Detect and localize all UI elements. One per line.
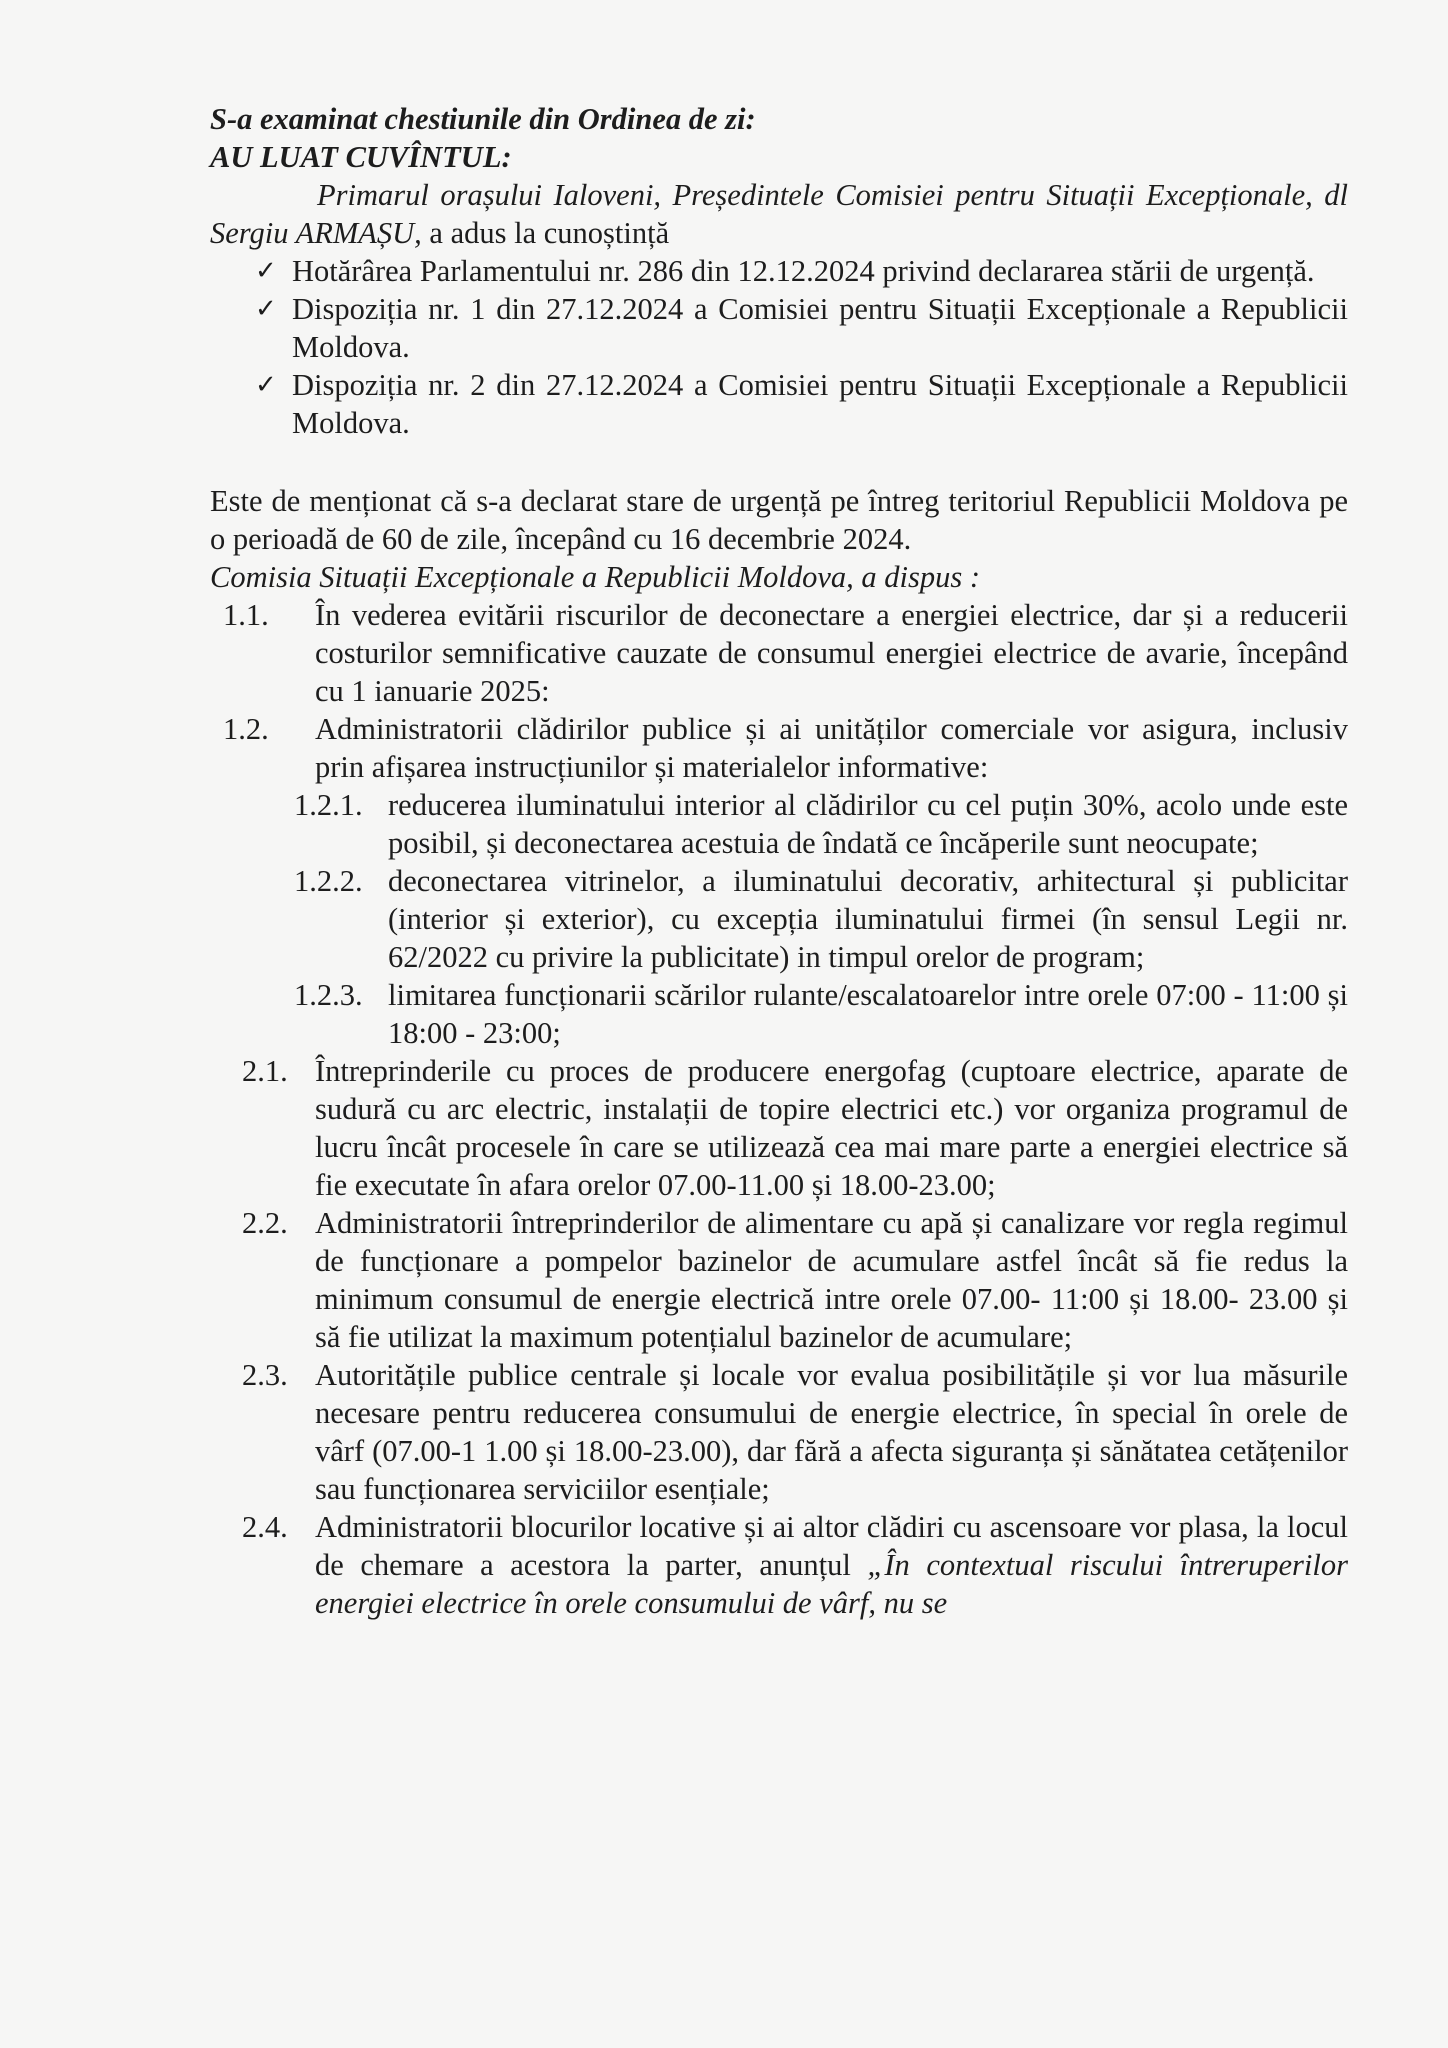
point-2-1 [210, 1052, 1348, 1204]
point-1-1 [210, 596, 1348, 710]
point-number: 2.1. [242, 1054, 288, 1088]
legal-act-item [255, 252, 1348, 290]
point-number: 1.2. [223, 712, 269, 746]
point-1-2-1 [210, 786, 1348, 862]
point-1-2-3 [210, 976, 1348, 1052]
legal-act-text: Dispoziția nr. 2 din 27.12.2024 a Comisiei pentru Situații Excepționale a Republicii Moldova. [292, 368, 1348, 440]
legal-acts-list [210, 252, 1348, 442]
commission-line: Comisia Situații Excepționale a Republicii Moldova, a dispus : [210, 560, 981, 594]
speaker-intro-rest: a adus la cunoștință [421, 216, 670, 250]
legal-act-item [255, 366, 1348, 442]
point-number: 2.3. [242, 1358, 288, 1392]
point-text: Administratorii blocurilor locative și ai altor clădiri cu ascensoare vor plasa, la locul de chemare a acestora la parter, anunțul [315, 1510, 1348, 1582]
announcement-quote: „În contextual riscului întreruperilor energiei electrice în orele consumului de vârf, nu se [315, 1548, 1348, 1620]
check-icon: ✓ [255, 294, 277, 324]
speaker-name: Primarul orașului Ialoveni, Președintele Comisiei pentru Situații Excepționale, dl Sergiu ARMAȘU, [210, 178, 1348, 250]
point-text: Administratorii clădirilor publice și ai unităților comerciale vor asigura, inclusiv prin afișarea instrucțiunilor și materialelor informative: [315, 712, 1348, 784]
point-text: Autoritățile publice centrale și locale vor evalua posibilitățile și vor lua măsurile necesare pentru reducerea consumului de energie electrice, în special în orele de vârf (07.00-1 1.00 și 18.00-23.00), dar fără a afecta siguranța și sănătatea cetățenilor sau funcționarea serviciilor esențiale; [315, 1358, 1348, 1506]
speaker-intro [210, 176, 1348, 252]
legal-act-text: Hotărârea Parlamentului nr. 286 din 12.12.2024 privind declararea stării de urgență. [292, 254, 1315, 288]
point-number: 2.4. [242, 1510, 288, 1544]
legal-act-item [255, 290, 1348, 366]
point-text: deconectarea vitrinelor, a iluminatului decorativ, arhitectural și publicitar (interior și exterior), cu excepția iluminatului firmei (în sensul Legii nr. 62/2022 cu privire la publicitate) in timpul orelor de program; [388, 864, 1348, 974]
point-text: Administratorii întreprinderilor de alimentare cu apă și canalizare vor regla regimul de funcționare a pompelor bazinelor de acumulare astfel încât să fie redus la minimum consumul de energie electrică intre orele 07.00- 11:00 și 18.00- 23.00 și să fie utilizat la maximum potențialul bazinelor de acumulare; [315, 1206, 1348, 1354]
point-number: 1.2.2. [294, 864, 363, 898]
speakers-heading: AU LUAT CUVÎNTUL: [210, 140, 512, 174]
point-2-3 [210, 1356, 1348, 1508]
point-1-2-2 [210, 862, 1348, 976]
point-text: reducerea iluminatului interior al clădirilor cu cel puțin 30%, acolo unde este posibil, și deconectarea acestuia de îndată ce încăperile sunt neocupate; [388, 788, 1348, 860]
point-number: 2.2. [242, 1206, 288, 1240]
point-2-4 [210, 1508, 1348, 1622]
point-1-2 [210, 710, 1348, 786]
emergency-note: Este de menționat că s-a declarat stare de urgență pe întreg teritoriul Republicii Moldova pe o perioadă de 60 de zile, începând cu 16 decembrie 2024. [210, 484, 1348, 556]
point-text: În vederea evitării riscurilor de deconectare a energiei electrice, dar și a reducerii costurilor semnificative cauzate de consumul energiei electrice de avarie, începând cu 1 ianuarie 2025: [315, 598, 1348, 708]
point-2-2 [210, 1204, 1348, 1356]
check-icon: ✓ [255, 370, 277, 400]
point-text: limitarea funcționarii scărilor rulante/escalatoarelor intre orele 07:00 - 11:00 și 18:00 - 23:00; [388, 978, 1348, 1050]
point-number: 1.1. [223, 598, 269, 632]
point-number: 1.2.3. [294, 978, 363, 1012]
legal-act-text: Dispoziția nr. 1 din 27.12.2024 a Comisiei pentru Situații Excepționale a Republicii Moldova. [292, 292, 1348, 364]
document-page [210, 100, 1348, 1622]
point-number: 1.2.1. [294, 788, 363, 822]
agenda-heading: S-a examinat chestiunile din Ordinea de zi: [210, 102, 756, 136]
check-icon: ✓ [255, 256, 277, 286]
point-text: Întreprinderile cu proces de producere energofag (cuptoare electrice, aparate de sudură cu arc electric, instalații de topire electrici etc.) vor organiza programul de lucru încât procesele în care se utilizează cea mai mare parte a energiei electrice să fie executate în afara orelor 07.00-11.00 și 18.00-23.00; [315, 1054, 1348, 1202]
